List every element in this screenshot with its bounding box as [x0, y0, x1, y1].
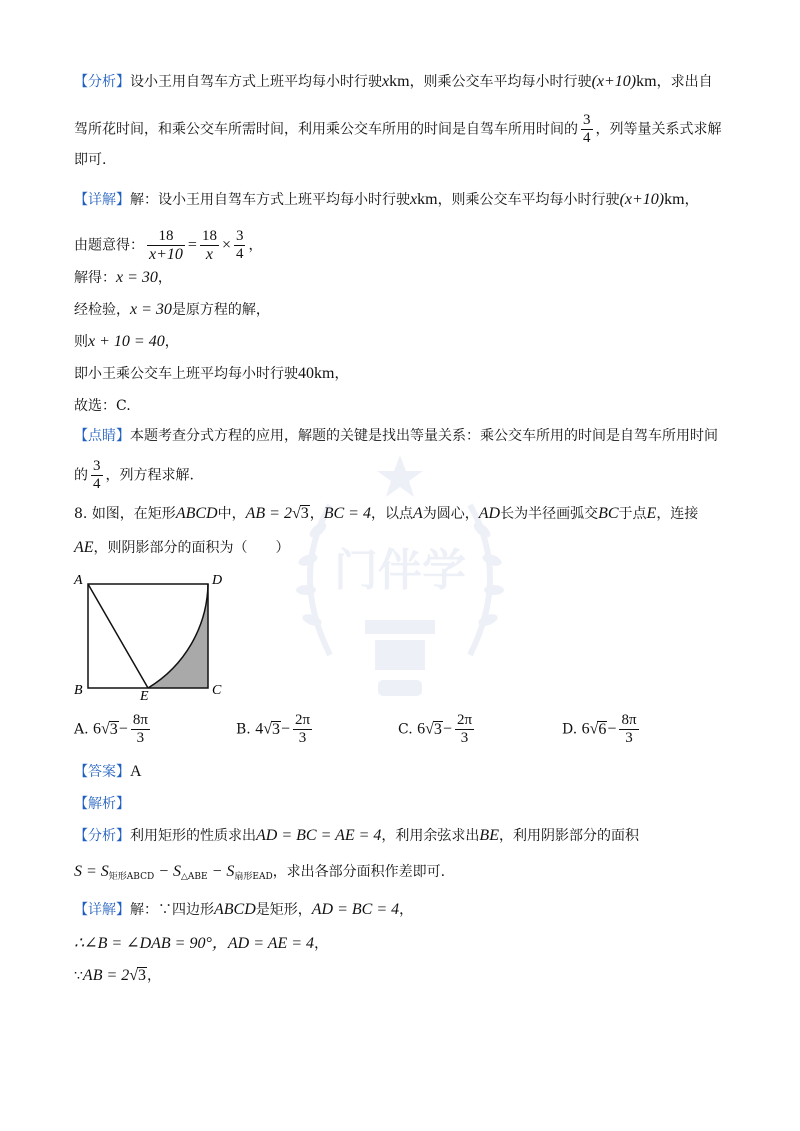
detail2-line2: ∴∠B = ∠DAB = 90°，AD = AE = 4，: [74, 935, 329, 952]
detail1-then: 则x + 10 = 40，: [74, 333, 179, 350]
detail1-check: 经检验，x = 30是原方程的解，: [74, 301, 270, 318]
analysis1-tag: 【分析】: [74, 74, 130, 90]
detail1-choice: 故选：C.: [74, 398, 131, 414]
watermark-text: 门伴学: [334, 545, 466, 596]
shaded-region: [148, 584, 208, 688]
label-a: A: [74, 573, 83, 588]
question-number: 8.: [74, 506, 88, 522]
question8-line2: AE，则阴影部分的面积为（ ）: [74, 539, 290, 556]
question8-line1: 8. 如图，在矩形ABCD中，AB = 2√3，BC = 4，以点A为圆心，AD长为半径画弧交BC于点E，连接: [74, 505, 699, 522]
choice-c: C. 6√3− $\frac{2\pi}{3}$: [398, 712, 473, 746]
analysis2-line1: 【分析】利用矩形的性质求出AD = BC = AE = 4，利用余弦求出BE，利用阴影部分的面积: [74, 827, 639, 844]
label-d: D: [212, 573, 223, 588]
analysis-heading: 【解析】: [74, 796, 130, 812]
answer-line: [74, 762, 142, 782]
analysis2-line2: $S = S_{矩形ABCD} - S_{\triangle ABE} - S_{扇形EAD}$，求出各部分面积作差即可.: [74, 863, 446, 882]
analysis1-line1: 【分析】设小王用自驾车方式上班平均每小时行驶xkm，则乘公交车平均每小时行驶(x+10)km，求出自: [74, 73, 713, 90]
comment1-line1: 【点睛】本题考查分式方程的应用，解题的关键是找出等量关系：乘公交车所用的时间是自驾车所用时间: [74, 428, 718, 444]
detail1-tag: 【详解】: [74, 192, 130, 208]
watermark-logo: [270, 435, 530, 715]
detail2-line3: ∵AB = 2√3，: [74, 967, 162, 984]
answer-tag: 【答案】: [74, 764, 130, 780]
segment-ae: [88, 584, 148, 688]
detail1-solve: 解得：x = 30，: [74, 269, 172, 286]
detail2-line1: 【详解】解：∵四边形ABCD是矩形，AD = BC = 4，: [74, 901, 414, 918]
detail1-equation: 由题意得： $\frac{18}{x+10}$ = $\frac{18}{x}$ × $\frac{3}{4}$ ，: [74, 228, 263, 263]
choice-a: A. 6√3− $\frac{8\pi}{3}$: [74, 712, 148, 746]
rectangle-figure: [68, 570, 238, 700]
choice-b: B. 4√3− $\frac{2\pi}{3}$: [236, 712, 311, 746]
answer-value: A: [130, 763, 142, 780]
detail1-conclusion: 即小王乘公交车上班平均每小时行驶40km，: [74, 365, 349, 382]
analysis1-line2: 驾所花时间，和乘公交车所需时间，利用乘公交车所用的时间是自驾车所用时间的 $\frac{3}{4}$ ，列等量关系式求解: [74, 112, 722, 146]
detail1-line1: 【详解】解：设小王用自驾车方式上班平均每小时行驶xkm，则乘公交车平均每小时行驶(x+10)km，: [74, 191, 699, 208]
fraction-three-quarters: $\frac{3}{4}$: [583, 112, 591, 146]
comment1-line2: 的 $\frac{3}{4}$ ，列方程求解.: [74, 458, 194, 492]
label-e: E: [140, 689, 149, 700]
label-b: B: [74, 683, 83, 698]
choice-d: D. 6√6− $\frac{8\pi}{3}$: [562, 712, 637, 746]
analysis1-line3: 即可.: [74, 152, 107, 168]
label-c: C: [212, 683, 222, 698]
comment1-tag: 【点睛】: [74, 428, 130, 444]
